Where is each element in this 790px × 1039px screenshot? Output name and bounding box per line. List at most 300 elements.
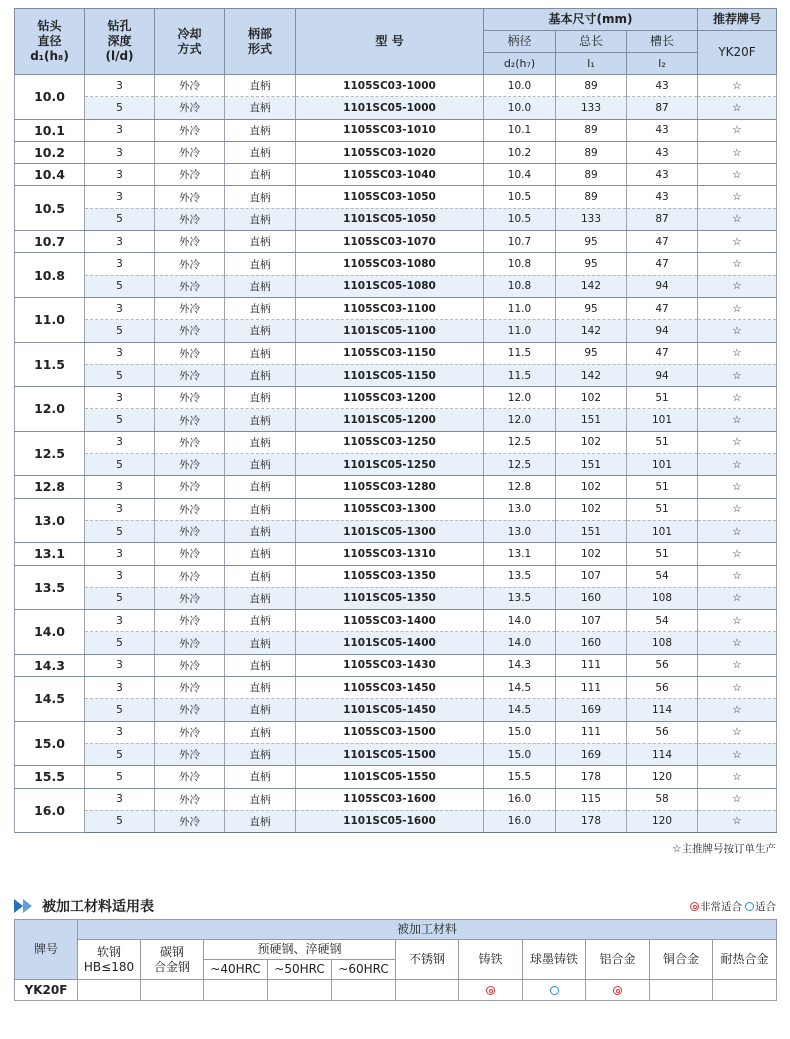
cooling-cell: 外冷	[155, 164, 225, 186]
flute-length-cell: 108	[627, 632, 698, 654]
shank-diameter-cell: 14.5	[484, 699, 556, 721]
table-row	[15, 164, 777, 186]
shank-cell: 直柄	[225, 320, 296, 342]
grade-mark-cell: ☆	[698, 208, 777, 230]
shank-diameter-cell: 14.0	[484, 610, 556, 632]
shank-diameter-cell: 11.0	[484, 297, 556, 319]
depth-cell: 3	[85, 721, 155, 743]
shank-cell: 直柄	[225, 342, 296, 364]
grade-mark-cell: ☆	[698, 476, 777, 498]
total-length-cell: 142	[556, 320, 627, 342]
shank-cell: 直柄	[225, 253, 296, 275]
depth-cell: 5	[85, 520, 155, 542]
drill-diameter-cell: 10.1	[15, 119, 85, 141]
drill-diameter-cell: 12.8	[15, 476, 85, 498]
cooling-cell: 外冷	[155, 454, 225, 476]
table-row	[15, 498, 777, 520]
grade-mark-cell: ☆	[698, 543, 777, 565]
suitability-cell-h40	[204, 980, 268, 1001]
shank-diameter-cell: 14.5	[484, 677, 556, 699]
cooling-cell: 外冷	[155, 654, 225, 676]
total-length-cell: 151	[556, 409, 627, 431]
cooling-cell: 外冷	[155, 253, 225, 275]
shank-cell: 直柄	[225, 97, 296, 119]
depth-cell: 3	[85, 342, 155, 364]
drill-diameter-cell: 12.5	[15, 431, 85, 476]
shank-diameter-cell: 12.5	[484, 431, 556, 453]
depth-cell: 3	[85, 565, 155, 587]
table-row	[15, 231, 777, 253]
grade-mark-cell: ☆	[698, 654, 777, 676]
depth-cell: 5	[85, 699, 155, 721]
table-row	[15, 141, 777, 163]
total-length-cell: 178	[556, 810, 627, 832]
total-length-cell: 142	[556, 364, 627, 386]
table-row	[15, 677, 777, 699]
drill-diameter-cell: 13.0	[15, 498, 85, 543]
legend-very-suitable: 非常适合	[700, 901, 742, 913]
shank-diameter-cell: 13.0	[484, 498, 556, 520]
header-basic-dimensions: 基本尺寸(mm)	[484, 9, 698, 31]
suitability-cell-cast	[459, 980, 523, 1001]
header-shank-diameter-unit: d₂(h₇)	[484, 53, 556, 75]
table-row	[15, 699, 777, 721]
cooling-cell: 外冷	[155, 387, 225, 409]
shank-diameter-cell: 16.0	[484, 788, 556, 810]
shank-diameter-cell: 13.5	[484, 587, 556, 609]
flute-length-cell: 56	[627, 677, 698, 699]
total-length-cell: 102	[556, 498, 627, 520]
total-length-cell: 89	[556, 119, 627, 141]
header-total-length: 总长	[556, 31, 627, 53]
depth-cell: 5	[85, 743, 155, 765]
model-cell: 1105SC03-1020	[296, 141, 484, 163]
shank-cell: 直柄	[225, 476, 296, 498]
grade-mark-cell: ☆	[698, 364, 777, 386]
header-model: 型 号	[296, 9, 484, 75]
drill-diameter-cell: 11.5	[15, 342, 85, 387]
table-row	[15, 766, 777, 788]
depth-cell: 5	[85, 409, 155, 431]
cooling-cell: 外冷	[155, 208, 225, 230]
header-drill-depth: 钻孔 深度 (l/d)	[85, 9, 155, 75]
mat-header-hrc50: ~50HRC	[268, 960, 332, 980]
model-cell: 1101SC05-1550	[296, 766, 484, 788]
cooling-cell: 外冷	[155, 543, 225, 565]
shank-cell: 直柄	[225, 297, 296, 319]
table-row	[15, 476, 777, 498]
flute-length-cell: 51	[627, 498, 698, 520]
model-cell: 1101SC05-1250	[296, 454, 484, 476]
flute-length-cell: 120	[627, 766, 698, 788]
shank-cell: 直柄	[225, 788, 296, 810]
total-length-cell: 102	[556, 476, 627, 498]
model-cell: 1105SC03-1280	[296, 476, 484, 498]
shank-cell: 直柄	[225, 231, 296, 253]
model-cell: 1101SC05-1300	[296, 520, 484, 542]
cooling-cell: 外冷	[155, 610, 225, 632]
grade-mark-cell: ☆	[698, 409, 777, 431]
shank-cell: 直柄	[225, 141, 296, 163]
grade-mark-cell: ☆	[698, 186, 777, 208]
grade-mark-cell: ☆	[698, 297, 777, 319]
total-length-cell: 111	[556, 721, 627, 743]
table-row	[15, 788, 777, 810]
flute-length-cell: 120	[627, 810, 698, 832]
cooling-cell: 外冷	[155, 141, 225, 163]
model-cell: 1101SC05-1000	[296, 97, 484, 119]
total-length-cell: 95	[556, 297, 627, 319]
header-flute-length: 槽长	[627, 31, 698, 53]
grade-mark-cell: ☆	[698, 454, 777, 476]
depth-cell: 3	[85, 75, 155, 97]
depth-cell: 3	[85, 164, 155, 186]
depth-cell: 5	[85, 766, 155, 788]
table-row	[15, 654, 777, 676]
header-cooling: 冷却 方式	[155, 9, 225, 75]
shank-cell: 直柄	[225, 654, 296, 676]
flute-length-cell: 87	[627, 97, 698, 119]
depth-cell: 5	[85, 275, 155, 297]
depth-cell: 3	[85, 788, 155, 810]
model-cell: 1105SC03-1200	[296, 387, 484, 409]
total-length-cell: 95	[556, 253, 627, 275]
suitability-cell-copper	[650, 980, 713, 1001]
table-row	[15, 387, 777, 409]
mat-header-hrc60: ~60HRC	[332, 960, 396, 980]
circle-icon	[550, 986, 559, 995]
cooling-cell: 外冷	[155, 721, 225, 743]
shank-diameter-cell: 10.0	[484, 75, 556, 97]
shank-diameter-cell: 10.5	[484, 186, 556, 208]
shank-cell: 直柄	[225, 364, 296, 386]
grade-mark-cell: ☆	[698, 431, 777, 453]
depth-cell: 5	[85, 208, 155, 230]
shank-diameter-cell: 16.0	[484, 810, 556, 832]
cooling-cell: 外冷	[155, 587, 225, 609]
shank-cell: 直柄	[225, 766, 296, 788]
table-row	[15, 409, 777, 431]
total-length-cell: 169	[556, 743, 627, 765]
total-length-cell: 178	[556, 766, 627, 788]
cooling-cell: 外冷	[155, 565, 225, 587]
drill-diameter-cell: 14.5	[15, 677, 85, 722]
cooling-cell: 外冷	[155, 498, 225, 520]
cooling-cell: 外冷	[155, 342, 225, 364]
table-row	[15, 75, 777, 97]
double-arrow-icon	[14, 899, 36, 913]
grade-mark-cell: ☆	[698, 320, 777, 342]
depth-cell: 3	[85, 141, 155, 163]
shank-diameter-cell: 10.4	[484, 164, 556, 186]
grade-mark-cell: ☆	[698, 810, 777, 832]
total-length-cell: 151	[556, 454, 627, 476]
model-cell: 1101SC05-1050	[296, 208, 484, 230]
grade-mark-cell: ☆	[698, 587, 777, 609]
shank-diameter-cell: 10.8	[484, 253, 556, 275]
model-cell: 1105SC03-1450	[296, 677, 484, 699]
model-cell: 1105SC03-1500	[296, 721, 484, 743]
materials-table	[14, 919, 777, 1001]
shank-cell: 直柄	[225, 119, 296, 141]
flute-length-cell: 47	[627, 342, 698, 364]
total-length-cell: 160	[556, 632, 627, 654]
depth-cell: 3	[85, 431, 155, 453]
depth-cell: 3	[85, 119, 155, 141]
header-brand: YK20F	[698, 31, 777, 75]
table-row	[15, 810, 777, 832]
shank-cell: 直柄	[225, 632, 296, 654]
shank-diameter-cell: 10.1	[484, 119, 556, 141]
mat-header-aluminum: 铝合金	[586, 940, 650, 980]
suitability-cell-ductile	[523, 980, 586, 1001]
cooling-cell: 外冷	[155, 186, 225, 208]
materials-title: 被加工材料适用表	[42, 899, 154, 915]
table-row	[15, 208, 777, 230]
depth-cell: 3	[85, 186, 155, 208]
cooling-cell: 外冷	[155, 119, 225, 141]
total-length-cell: 160	[556, 587, 627, 609]
table-row	[15, 632, 777, 654]
flute-length-cell: 47	[627, 297, 698, 319]
grade-mark-cell: ☆	[698, 387, 777, 409]
mat-header-hardened: 预硬钢、淬硬钢	[204, 940, 396, 960]
mat-header-cast-iron: 铸铁	[459, 940, 523, 980]
flute-length-cell: 94	[627, 320, 698, 342]
model-cell: 1105SC03-1400	[296, 610, 484, 632]
drill-diameter-cell: 10.2	[15, 141, 85, 163]
mat-header-group: 被加工材料	[78, 920, 777, 940]
cooling-cell: 外冷	[155, 743, 225, 765]
shank-diameter-cell: 11.5	[484, 364, 556, 386]
shank-diameter-cell: 12.5	[484, 454, 556, 476]
shank-diameter-cell: 15.0	[484, 721, 556, 743]
shank-diameter-cell: 12.8	[484, 476, 556, 498]
grade-mark-cell: ☆	[698, 342, 777, 364]
shank-cell: 直柄	[225, 387, 296, 409]
flute-length-cell: 51	[627, 543, 698, 565]
grade-mark-cell: ☆	[698, 610, 777, 632]
drill-diameter-cell: 15.0	[15, 721, 85, 766]
model-cell: 1105SC03-1350	[296, 565, 484, 587]
mat-header-brand: 牌号	[15, 920, 78, 980]
suitability-cell-h50	[268, 980, 332, 1001]
shank-diameter-cell: 11.5	[484, 342, 556, 364]
table-row	[15, 721, 777, 743]
drill-diameter-cell: 12.0	[15, 387, 85, 432]
flute-length-cell: 114	[627, 699, 698, 721]
header-drill-diameter: 钻头 直径 d₁(h₈)	[15, 9, 85, 75]
grade-mark-cell: ☆	[698, 520, 777, 542]
flute-length-cell: 43	[627, 186, 698, 208]
grade-mark-cell: ☆	[698, 75, 777, 97]
suitability-cell-alu	[586, 980, 650, 1001]
total-length-cell: 89	[556, 75, 627, 97]
flute-length-cell: 94	[627, 275, 698, 297]
grade-mark-cell: ☆	[698, 632, 777, 654]
mat-header-stainless: 不锈钢	[396, 940, 459, 980]
shank-cell: 直柄	[225, 498, 296, 520]
table-row	[15, 97, 777, 119]
total-length-cell: 102	[556, 387, 627, 409]
cooling-cell: 外冷	[155, 364, 225, 386]
suitability-cell-stainless	[396, 980, 459, 1001]
model-cell: 1101SC05-1150	[296, 364, 484, 386]
model-cell: 1105SC03-1600	[296, 788, 484, 810]
drill-diameter-cell: 14.3	[15, 654, 85, 676]
grade-mark-cell: ☆	[698, 164, 777, 186]
shank-cell: 直柄	[225, 208, 296, 230]
shank-diameter-cell: 15.5	[484, 766, 556, 788]
mat-header-hrc40: ~40HRC	[204, 960, 268, 980]
cooling-cell: 外冷	[155, 766, 225, 788]
depth-cell: 5	[85, 454, 155, 476]
cooling-cell: 外冷	[155, 97, 225, 119]
header-shank-diameter: 柄径	[484, 31, 556, 53]
cooling-cell: 外冷	[155, 632, 225, 654]
grade-mark-cell: ☆	[698, 743, 777, 765]
table-row	[15, 520, 777, 542]
flute-length-cell: 54	[627, 565, 698, 587]
model-cell: 1101SC05-1100	[296, 320, 484, 342]
model-cell: 1101SC05-1450	[296, 699, 484, 721]
table-row	[15, 543, 777, 565]
legend-suitable: 适合	[755, 901, 776, 913]
table-row	[15, 342, 777, 364]
flute-length-cell: 43	[627, 164, 698, 186]
model-cell: 1105SC03-1250	[296, 431, 484, 453]
shank-diameter-cell: 12.0	[484, 409, 556, 431]
flute-length-cell: 51	[627, 476, 698, 498]
depth-cell: 5	[85, 364, 155, 386]
cooling-cell: 外冷	[155, 810, 225, 832]
shank-cell: 直柄	[225, 610, 296, 632]
drill-diameter-cell: 10.7	[15, 231, 85, 253]
drill-diameter-cell: 11.0	[15, 297, 85, 342]
drill-diameter-cell: 10.8	[15, 253, 85, 298]
total-length-cell: 102	[556, 543, 627, 565]
model-cell: 1101SC05-1500	[296, 743, 484, 765]
depth-cell: 3	[85, 476, 155, 498]
grade-mark-cell: ☆	[698, 275, 777, 297]
cooling-cell: 外冷	[155, 75, 225, 97]
depth-cell: 3	[85, 231, 155, 253]
flute-length-cell: 101	[627, 520, 698, 542]
shank-diameter-cell: 12.0	[484, 387, 556, 409]
grade-mark-cell: ☆	[698, 677, 777, 699]
shank-cell: 直柄	[225, 454, 296, 476]
flute-length-cell: 87	[627, 208, 698, 230]
model-cell: 1101SC05-1080	[296, 275, 484, 297]
flute-length-cell: 47	[627, 231, 698, 253]
shank-diameter-cell: 13.5	[484, 565, 556, 587]
suitability-cell-h60	[332, 980, 396, 1001]
shank-cell: 直柄	[225, 164, 296, 186]
cooling-cell: 外冷	[155, 409, 225, 431]
shank-cell: 直柄	[225, 75, 296, 97]
drill-diameter-cell: 13.1	[15, 543, 85, 565]
depth-cell: 3	[85, 543, 155, 565]
total-length-cell: 115	[556, 788, 627, 810]
depth-cell: 5	[85, 320, 155, 342]
grade-mark-cell: ☆	[698, 141, 777, 163]
flute-length-cell: 43	[627, 75, 698, 97]
model-cell: 1105SC03-1040	[296, 164, 484, 186]
mat-header-soft-steel: 软钢 HB≤180	[78, 940, 141, 980]
mat-header-heat-resistant: 耐热合金	[713, 940, 777, 980]
drill-diameter-cell: 14.0	[15, 610, 85, 655]
total-length-cell: 107	[556, 610, 627, 632]
model-cell: 1105SC03-1070	[296, 231, 484, 253]
shank-cell: 直柄	[225, 565, 296, 587]
shank-cell: 直柄	[225, 431, 296, 453]
flute-length-cell: 94	[627, 364, 698, 386]
flute-length-cell: 54	[627, 610, 698, 632]
depth-cell: 3	[85, 654, 155, 676]
suitability-cell-heat	[713, 980, 777, 1001]
table-row	[15, 297, 777, 319]
shank-diameter-cell: 10.8	[484, 275, 556, 297]
model-cell: 1101SC05-1350	[296, 587, 484, 609]
grade-mark-cell: ☆	[698, 565, 777, 587]
shank-diameter-cell: 13.1	[484, 543, 556, 565]
table-row	[15, 743, 777, 765]
cooling-cell: 外冷	[155, 431, 225, 453]
double-circle-icon	[486, 986, 495, 995]
total-length-cell: 133	[556, 97, 627, 119]
shank-diameter-cell: 10.0	[484, 97, 556, 119]
flute-length-cell: 108	[627, 587, 698, 609]
table-row	[15, 610, 777, 632]
shank-diameter-cell: 15.0	[484, 743, 556, 765]
shank-cell: 直柄	[225, 543, 296, 565]
cooling-cell: 外冷	[155, 320, 225, 342]
flute-length-cell: 43	[627, 141, 698, 163]
grade-mark-cell: ☆	[698, 788, 777, 810]
shank-diameter-cell: 13.0	[484, 520, 556, 542]
mat-header-copper: 铜合金	[650, 940, 713, 980]
shank-diameter-cell: 10.7	[484, 231, 556, 253]
model-cell: 1105SC03-1050	[296, 186, 484, 208]
model-cell: 1105SC03-1080	[296, 253, 484, 275]
flute-length-cell: 47	[627, 253, 698, 275]
model-cell: 1101SC05-1200	[296, 409, 484, 431]
flute-length-cell: 51	[627, 431, 698, 453]
table-row	[15, 364, 777, 386]
model-cell: 1105SC03-1000	[296, 75, 484, 97]
model-cell: 1105SC03-1430	[296, 654, 484, 676]
table-row	[15, 431, 777, 453]
model-cell: 1101SC05-1600	[296, 810, 484, 832]
depth-cell: 3	[85, 610, 155, 632]
header-total-length-unit: l₁	[556, 53, 627, 75]
model-cell: 1105SC03-1300	[296, 498, 484, 520]
total-length-cell: 89	[556, 164, 627, 186]
total-length-cell: 111	[556, 654, 627, 676]
grade-mark-cell: ☆	[698, 699, 777, 721]
flute-length-cell: 101	[627, 409, 698, 431]
table-row	[15, 320, 777, 342]
table-row	[15, 186, 777, 208]
cooling-cell: 外冷	[155, 476, 225, 498]
depth-cell: 3	[85, 387, 155, 409]
drill-diameter-cell: 16.0	[15, 788, 85, 833]
table-row	[15, 454, 777, 476]
table-row	[15, 587, 777, 609]
cooling-cell: 外冷	[155, 231, 225, 253]
shank-cell: 直柄	[225, 275, 296, 297]
table-row	[15, 275, 777, 297]
